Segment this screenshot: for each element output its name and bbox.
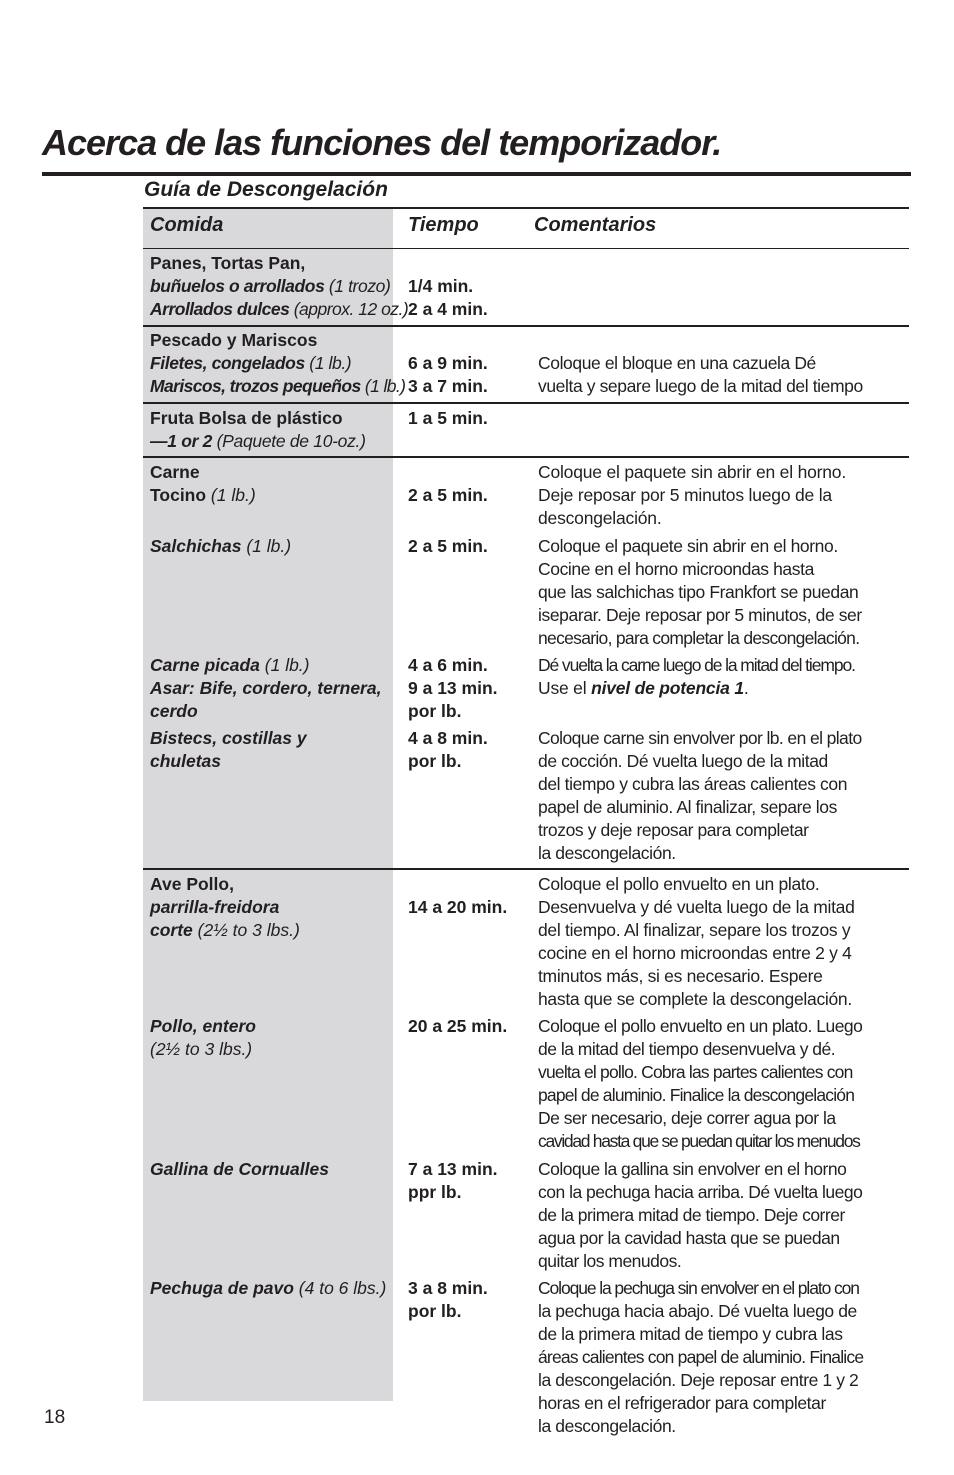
row-rule [143, 868, 909, 870]
roast-time-line-2: por lb. [408, 701, 462, 721]
bread-item-1-time: 1/4 min. [408, 276, 474, 296]
ground-meat-time: 4 a 6 min. [408, 655, 488, 675]
header-comments: Comentarios [534, 214, 657, 236]
row-rule [143, 402, 909, 404]
turkey-breast-comment: Coloque la pechuga sin envolver en el plato con la pechuga hacia abajo. Dé vuelta luego de de la primera mitad de tiempo y cubra las áreas calientes con papel de aluminio. Finalice la descongelación. Deje reposar entre 1 y 2 horas en el refrigerador para completar la descongelación. [538, 1278, 864, 1436]
cornish-hen-time-line-2: ppr lb. [408, 1182, 462, 1202]
row-rule [143, 456, 909, 458]
fish-item-1-time: 6 a 9 min. [408, 353, 488, 373]
bacon-item: Tocino (1 lb.) [150, 485, 256, 505]
steak-time-line-2: por lb. [408, 751, 462, 771]
page-title: Acerca de las funciones del temporizador. [42, 122, 722, 163]
fish-item-1: Filetes, congelados (1 lb.) [150, 353, 352, 373]
fish-heading: Pescado y Mariscos [150, 330, 318, 350]
bread-item-2-time: 2 a 4 min. [408, 299, 488, 319]
fruit-time: 1 a 5 min. [408, 408, 488, 428]
header-time: Tiempo [408, 214, 479, 236]
header-food: Comida [150, 214, 224, 236]
steak-item-line-2: chuletas [150, 751, 221, 771]
header-rule [143, 248, 909, 249]
broiler-time: 14 a 20 min. [408, 897, 508, 917]
meat-heading: Carne [150, 462, 200, 482]
section-subtitle: Guía de Descongelación [144, 178, 388, 201]
cornish-hen-item: Gallina de Cornualles [150, 1159, 329, 1179]
fish-comment: Coloque el bloque en una cazuela Dé vuelta y separe luego de la mitad del tiempo [538, 353, 863, 396]
turkey-breast-time-line-1: 3 a 8 min. [408, 1278, 488, 1298]
broiler-comment: Coloque el pollo envuelto en un plato. Desenvuelva y dé vuelta luego de la mitad del tiempo. Al finalizar, separe los trozos y cocine en el horno microondas entre 2 y 4 tminutos más, si es necesario. Espere hasta que se complete la descongelación. [538, 874, 855, 1009]
cornish-hen-comment: Coloque la gallina sin envolver en el horno con la pechuga hacia arriba. Dé vuelta luego de la primera mitad de tiempo. Deje correr agua por la cavidad hasta que se puedan quitar los menudos. [538, 1159, 863, 1271]
fruit-heading: Fruta Bolsa de plástico [150, 408, 343, 428]
row-rule [143, 325, 909, 327]
poultry-heading: Ave Pollo, [150, 874, 234, 894]
turkey-breast-item: Pechuga de pavo (4 to 6 lbs.) [150, 1278, 387, 1298]
fruit-item: —1 or 2 (Paquete de 10-oz.) [150, 431, 366, 451]
page-number: 18 [44, 1407, 66, 1428]
ground-meat-comment: Dé vuelta la carne luego de la mitad del tiempo. Use el nivel de potencia 1. [538, 655, 855, 698]
sausage-comment: Coloque el paquete sin abrir en el horno. Cocine en el horno microondas hasta que las salchichas tipo Frankfort se puedan iseparar. Deje reposar por 5 minutos, de ser necesario, para completar la descongelación. [538, 536, 862, 648]
broiler-item-line-2: corte (2½ to 3 lbs.) [150, 920, 300, 940]
sausage-time: 2 a 5 min. [408, 536, 488, 556]
fish-item-2: Mariscos, trozos pequeños (1 lb.) [150, 376, 406, 396]
bread-item-1: buñuelos o arrollados (1 trozo) [150, 276, 391, 296]
steak-time-line-1: 4 a 8 min. [408, 728, 488, 748]
bread-item-2: Arrollados dulces (approx. 12 oz.) [150, 299, 409, 319]
whole-chicken-comment: Coloque el pollo envuelto en un plato. Luego de la mitad del tiempo desenvuelva y dé. vuelta el pollo. Cobra las partes calientes con papel de aluminio. Finalice la descongelación De ser necesario, deje correr agua por la cavidad hasta que se puedan quitar los menudos [538, 1016, 863, 1151]
cornish-hen-time-line-1: 7 a 13 min. [408, 1159, 498, 1179]
roast-item-line-2: cerdo [150, 701, 198, 721]
sausage-item: Salchichas (1 lb.) [150, 536, 292, 556]
bacon-comment: Coloque el paquete sin abrir en el horno. Deje reposar por 5 minutos luego de la descongelación. [538, 462, 846, 528]
bread-heading: Panes, Tortas Pan, [150, 253, 306, 273]
bacon-time: 2 a 5 min. [408, 485, 488, 505]
turkey-breast-time-line-2: por lb. [408, 1301, 462, 1321]
fish-item-2-time: 3 a 7 min. [408, 376, 488, 396]
whole-chicken-item: Pollo, entero [150, 1016, 256, 1036]
ground-meat-item: Carne picada (1 lb.) [150, 655, 310, 675]
whole-chicken-qty: (2½ to 3 lbs.) [150, 1039, 253, 1059]
roast-item-line-1: Asar: Bife, cordero, ternera, [150, 678, 382, 698]
roast-time-line-1: 9 a 13 min. [408, 678, 498, 698]
whole-chicken-time: 20 a 25 min. [408, 1016, 508, 1036]
steak-comment: Coloque carne sin envolver por lb. en el plato de cocción. Dé vuelta luego de la mitad del tiempo y cubra las áreas calientes con papel de aluminio. Al finalizar, separe los trozos y deje reposar para completar la descongelación. [538, 728, 862, 863]
steak-item-line-1: Bistecs, costillas y [150, 728, 307, 748]
broiler-item-line-1: parrilla-freidora [150, 897, 280, 917]
title-rule [42, 172, 911, 176]
